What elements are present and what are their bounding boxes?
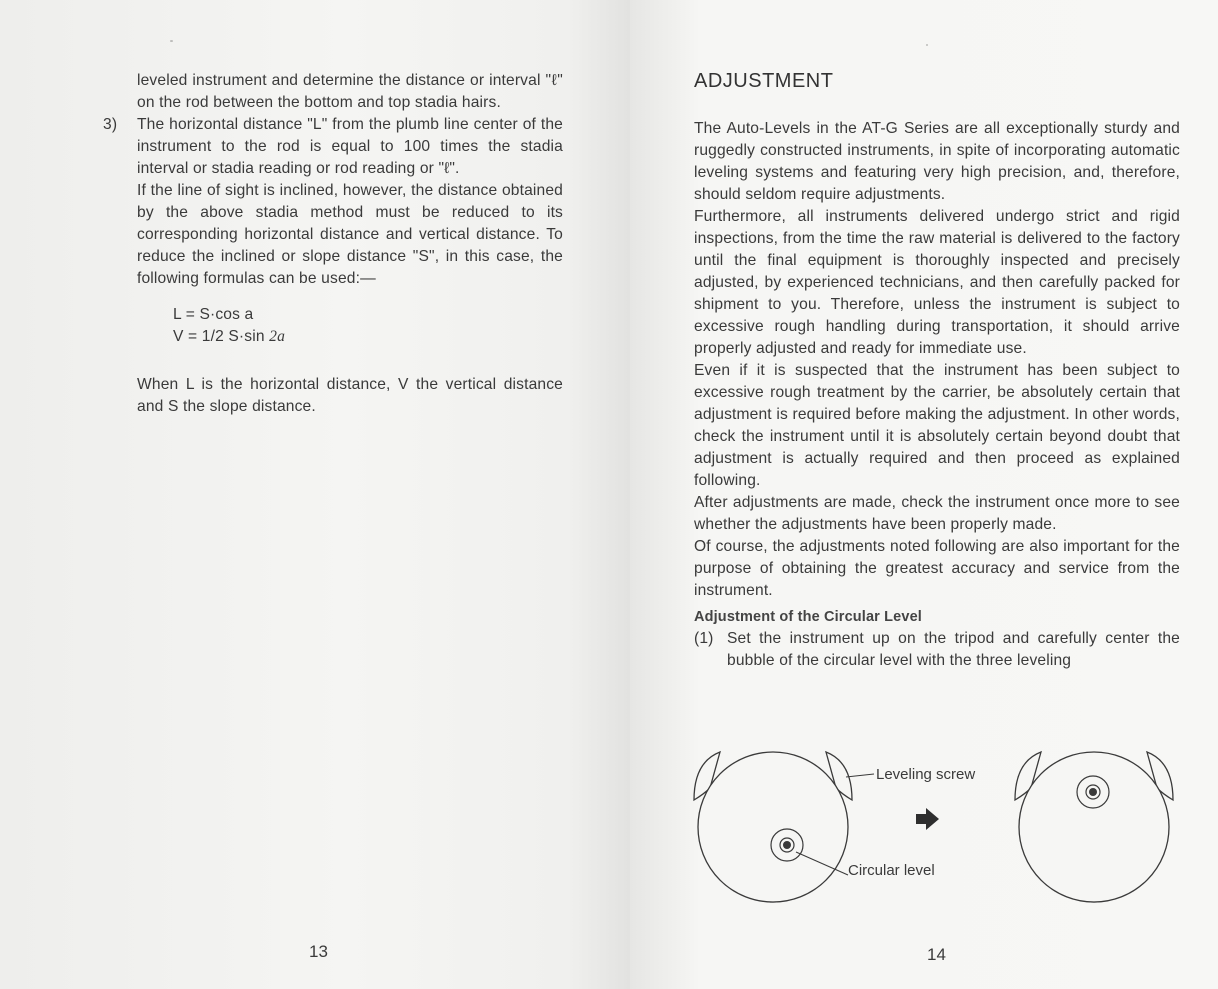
formula-horizontal: L = S·cos a — [173, 306, 254, 323]
right-page — [630, 0, 1218, 989]
list-item-number: 3) — [103, 116, 118, 133]
scan-speck — [170, 40, 173, 42]
left-page-text — [103, 70, 563, 418]
step-text: Set the instrument up on the tripod and carefully center the bubble of the circular level with the three leveling — [727, 630, 1180, 669]
list-item-3 — [103, 114, 563, 418]
right-page-text — [694, 70, 1180, 672]
formula-vertical-angle: 2a — [269, 328, 286, 345]
instrument-base-left — [698, 752, 848, 902]
instrument-base-right — [1019, 752, 1169, 902]
bubble-left — [783, 841, 791, 849]
paragraph: leveled instrument and determine the distance or interval "ℓ" on the rod between the bottom and top stadia hairs. — [137, 72, 563, 111]
circular-level-figure — [686, 732, 1186, 912]
list-item-text: The horizontal distance "L" from the plumb line center of the instrument to the rod is equal to 100 times the stadia interval or stadia reading or rod reading or "ℓ". — [137, 116, 563, 177]
paragraph: Of course, the adjustments noted following are also important for the purpose of obtaining the greatest accuracy and service from the instrument. — [694, 538, 1180, 599]
page-number: 14 — [927, 945, 946, 964]
arrow-right-icon — [916, 808, 939, 830]
paragraph: Even if it is suspected that the instrument has been subject to excessive rough treatment by the carrier, be absolutely certain that adjustment is required before making the adjustment. In other words, check the instrument until it is absolutely certain beyond doubt that adjustment is actually required and then proceed as explained following. — [694, 362, 1180, 489]
paragraph: After adjustments are made, check the instrument once more to see whether the adjustments have been properly made. — [694, 494, 1180, 533]
scan-speck — [926, 44, 928, 46]
bubble-right — [1089, 788, 1097, 796]
label-circular-level: Circular level — [848, 862, 935, 879]
formula-block — [173, 304, 563, 348]
leader-line-screw — [846, 774, 874, 777]
paragraph: If the line of sight is inclined, however, the distance obtained by the above stadia method must be reduced to its corresponding horizontal distance and vertical distance. To reduce the inclined or slope distance "S", in this case, the following formulas can be used:— — [137, 182, 563, 287]
step-number: (1) — [694, 630, 714, 647]
figure-drawing — [686, 732, 1186, 912]
formula-vertical — [173, 326, 563, 348]
page-number: 13 — [309, 942, 328, 961]
subsection-heading: Adjustment of the Circular Level — [694, 609, 922, 625]
paragraph: Furthermore, all instruments delivered undergo strict and rigid inspections, from the time the raw material is delivered to the factory until the final equipment is thoroughly inspected and precisely adjusted, by experienced technicians, and then carefully packed for shipment to you. Therefore, unless the instrument is subject to excessive rough handling during transportation, it should arrive properly adjusted and ready for immediate use. — [694, 208, 1180, 357]
section-heading: ADJUSTMENT — [694, 70, 834, 92]
label-leveling-screw: Leveling screw — [876, 766, 976, 783]
formula-vertical-prefix: V = 1/2 S·sin — [173, 328, 270, 345]
paragraph: When L is the horizontal distance, V the vertical distance and S the slope distance. — [137, 376, 563, 415]
step-item-1 — [694, 628, 1180, 672]
paragraph: The Auto-Levels in the AT-G Series are all exceptionally sturdy and ruggedly constructed instruments, in spite of incorporating automatic leveling systems and featuring very high precision, and, therefore, should seldom require adjustments. — [694, 120, 1180, 203]
